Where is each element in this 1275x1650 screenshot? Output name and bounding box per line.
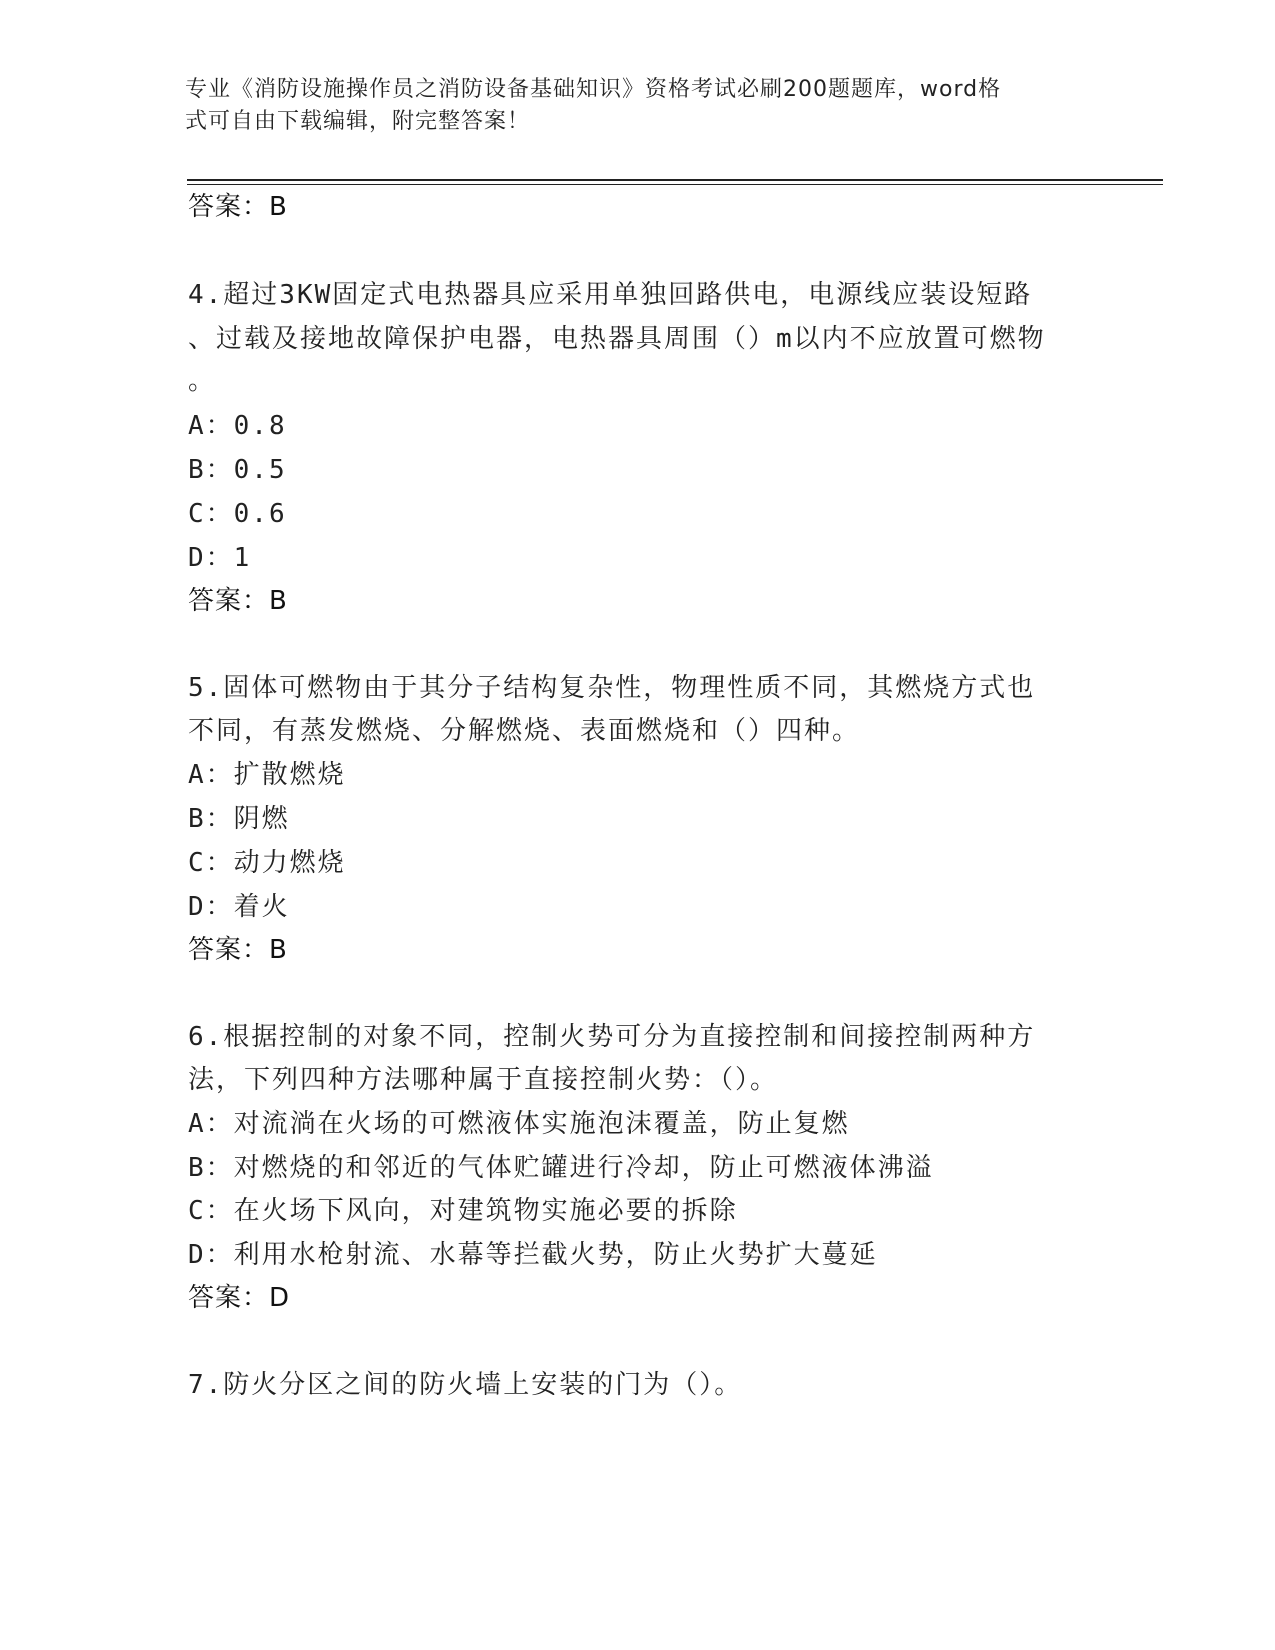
question-6-option-b: B：对燃烧的和邻近的气体贮罐进行冷却，防止可燃液体沸溢 [188, 1153, 934, 1183]
question-6-option-c: C：在火场下风向，对建筑物实施必要的拆除 [188, 1196, 738, 1226]
header-line-2: 式可自由下载编辑，附完整答案！ [185, 109, 531, 134]
previous-answer: 答案：B [188, 192, 288, 222]
question-5-option-c: C：动力燃烧 [188, 848, 346, 878]
question-6-option-a: A：对流淌在火场的可燃液体实施泡沫覆盖，防止复燃 [188, 1109, 850, 1139]
question-6-answer: 答案：D [188, 1283, 291, 1313]
question-4-option-d: D：1 [188, 543, 252, 573]
question-6-text-line-1: 6.根据控制的对象不同，控制火势可分为直接控制和间接控制两种方 [188, 1022, 1036, 1052]
question-4-option-c: C：0.6 [188, 499, 287, 529]
question-7-text-line-1: 7.防火分区之间的防火墙上安装的门为（）。 [188, 1370, 743, 1400]
question-6-text-line-2: 法，下列四种方法哪种属于直接控制火势：（）。 [188, 1065, 779, 1095]
question-5-option-b: B：阴燃 [188, 804, 290, 834]
question-4-answer: 答案：B [188, 586, 288, 616]
document-header [185, 74, 1085, 138]
question-5-text-line-1: 5.固体可燃物由于其分子结构复杂性，物理性质不同，其燃烧方式也 [188, 673, 1036, 703]
question-4-option-b: B：0.5 [188, 455, 287, 485]
question-5-option-a: A：扩散燃烧 [188, 760, 346, 790]
header-line-1: 专业《消防设施操作员之消防设备基础知识》资格考试必刷200题题库，word格 [185, 77, 1002, 102]
header-divider-thin [187, 184, 1163, 185]
question-5-text-line-2: 不同，有蒸发燃烧、分解燃烧、表面燃烧和（）四种。 [188, 716, 861, 746]
question-5-answer: 答案：B [188, 935, 288, 965]
question-4-text-line-2: 、过载及接地故障保护电器，电热器具周围（）m以内不应放置可燃物 [188, 324, 1046, 354]
header-divider-thick [187, 179, 1163, 181]
question-6-option-d: D：利用水枪射流、水幕等拦截火势，防止火势扩大蔓延 [188, 1240, 878, 1270]
question-5-option-d: D：着火 [188, 892, 290, 922]
question-4-text-line-1: 4.超过3KW固定式电热器具应采用单独回路供电，电源线应装设短路 [188, 280, 1033, 310]
question-4-text-line-3: 。 [188, 366, 217, 396]
question-4-option-a: A：0.8 [188, 411, 287, 441]
